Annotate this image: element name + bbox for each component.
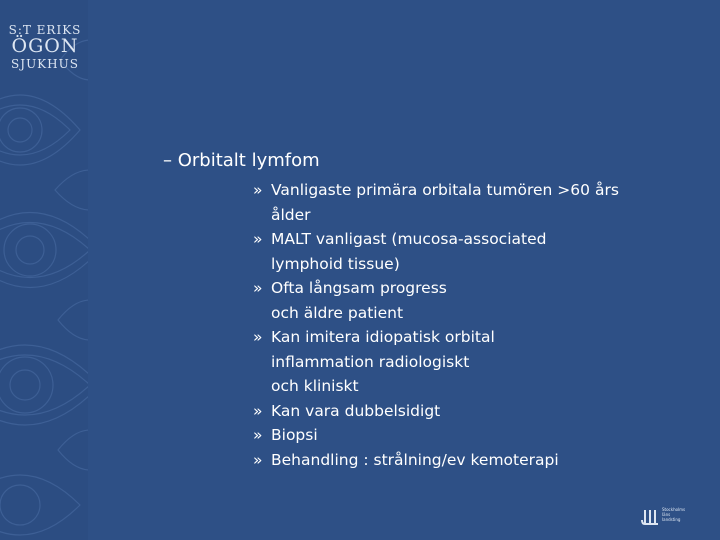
bullet-text-line: MALT vanligast (mucosa-associated: [271, 230, 547, 248]
bullet-text-line: och kliniskt: [271, 377, 359, 395]
footer-logo-text: [662, 507, 685, 522]
bullet-item: [253, 325, 683, 399]
bullet-item: [253, 399, 683, 424]
bullet-item: [253, 423, 683, 448]
sidebar-decoration: [0, 0, 88, 540]
footer-logo-text-line: Stockholms: [662, 507, 686, 512]
bullet-text-line: och äldre patient: [271, 303, 404, 322]
bullet-marker: »: [253, 426, 263, 444]
bullet-text-line: Biopsi: [271, 426, 318, 444]
bullet-marker: »: [253, 181, 263, 199]
footer-logo: [640, 506, 710, 528]
bullet-text-line: inflammation radiologiskt: [271, 352, 470, 371]
bullet-text-line: Kan imitera idiopatisk orbital: [271, 328, 495, 346]
footer-logo-text-line: läns: [662, 512, 671, 517]
bullet-marker: »: [253, 230, 263, 248]
logo-line-3: SJUKHUS: [11, 57, 79, 71]
bullet-item: [253, 227, 683, 276]
logo-line-1: S:T ERIKS: [8, 23, 82, 37]
bullet-text-line: Kan vara dubbelsidigt: [271, 401, 441, 420]
bullet-text-line: Behandling : strålning/ev kemoterapi: [271, 450, 559, 469]
bullet-text-line: Vanligaste primära orbitala tumören >60 års: [271, 181, 619, 199]
slide-heading: – Orbitalt lymfom: [163, 150, 320, 171]
stockholm-county-council-icon: [640, 506, 660, 528]
slide-content: [163, 148, 683, 472]
bullet-marker: »: [253, 450, 263, 469]
bullet-text-line: lymphoid tissue): [271, 254, 400, 273]
hospital-logo: [6, 24, 84, 70]
bullet-marker: »: [253, 328, 263, 346]
bullet-marker: »: [253, 401, 263, 420]
bullet-list: [163, 178, 683, 472]
logo-line-2: ÖGON: [11, 35, 79, 57]
footer-logo-text-line: landsting: [662, 517, 681, 522]
bullet-item: [253, 178, 683, 227]
bullet-item: [253, 448, 683, 473]
bullet-marker: »: [253, 279, 263, 297]
eye-pattern-decoration: [0, 0, 88, 540]
bullet-text-line: ålder: [271, 205, 311, 224]
bullet-item: [253, 276, 683, 325]
bullet-text-line: Ofta långsam progress: [271, 279, 447, 297]
